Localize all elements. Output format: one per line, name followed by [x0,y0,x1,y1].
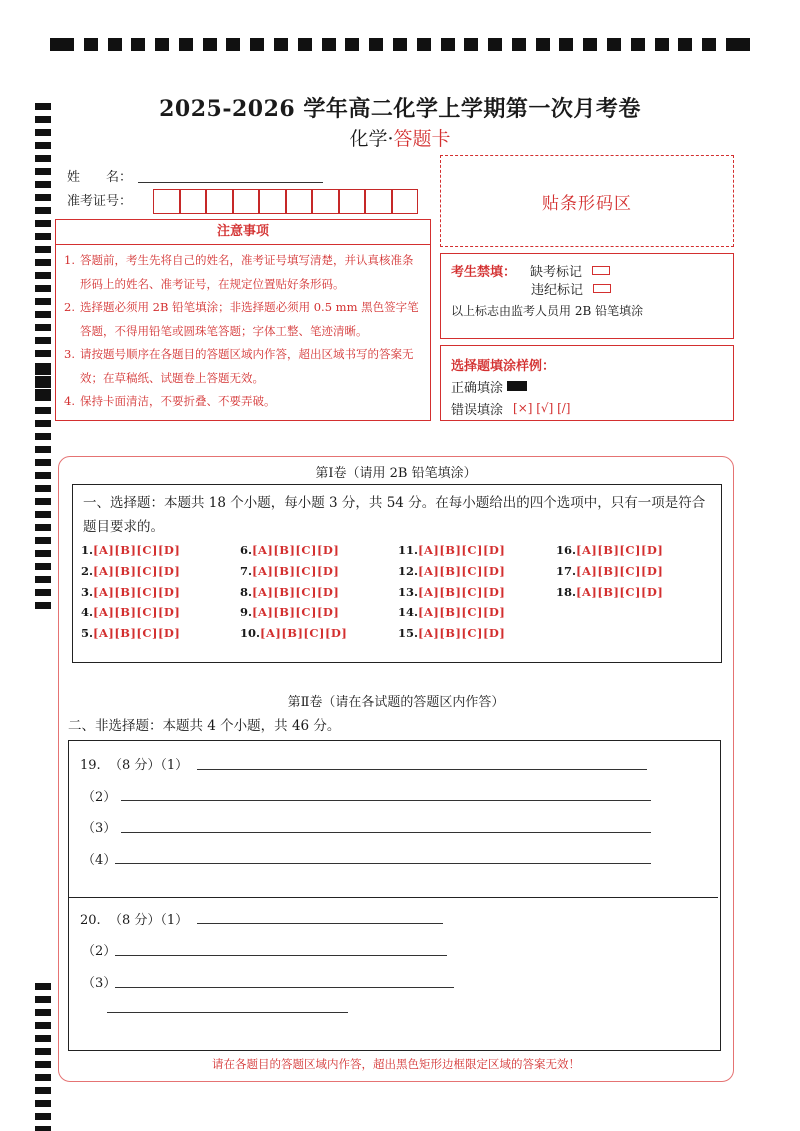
answer-bubbles[interactable]: [A][B][C][D] [252,585,340,599]
absent-label: 缺考标记 [530,264,583,280]
answer-bubbles[interactable]: [A][B][C][D] [93,585,181,599]
part2-heading: 第Ⅱ卷（请在各试题的答题区内作答） [287,695,505,710]
violation-mark-box[interactable] [593,284,611,293]
choice-question[interactable] [556,543,663,557]
q19-3-answer-line[interactable] [121,832,651,833]
violation-label: 违纪标记 [531,282,584,298]
question-number: 14. [398,605,419,619]
question-number: 13. [398,585,419,599]
choice-question[interactable] [240,585,339,599]
exam-id-cell[interactable] [392,189,419,214]
question-divider [68,897,718,898]
question-number: 17. [556,564,577,578]
name-label: 姓 名： [67,170,133,185]
notice-heading: 注意事项 [56,220,430,245]
question-number: 4. [81,605,94,619]
question-number: 8. [240,585,253,599]
barcode-area: 贴条形码区 [440,155,734,247]
exam-id-cell[interactable] [365,189,392,214]
choice-question[interactable] [240,626,347,640]
notice-item: 1. 答题前，考生先将自己的姓名，准考证号填写清楚，并认真核准条形码上的姓名、准考证号，在规定位置贴好条形码。 [64,253,414,291]
wrong-fill-label: 错误填涂 [451,402,504,418]
exam-title: 2025-2026 学年高二化学上学期第一次月考卷 [159,96,641,122]
q19-header: 19. （8 分）（1） [80,758,189,773]
choice-question[interactable] [240,543,339,557]
answer-bubbles[interactable]: [A][B][C][D] [418,585,506,599]
question-number: 6. [240,543,253,557]
q19-4-answer-line[interactable] [115,863,651,864]
q20-1-answer-line[interactable] [197,923,443,924]
choice-question[interactable] [81,626,180,640]
answer-bubbles[interactable]: [A][B][C][D] [93,543,181,557]
q20-part-label: （2） [82,944,117,959]
question-number: 18. [556,585,577,599]
correct-fill-sample [507,381,527,391]
subtitle-subject: 化学· [349,128,394,150]
question-number: 9. [240,605,253,619]
notice-item: 2. 选择题必须用 2B 铅笔填涂；非选择题必须用 0.5 mm 黑色签字笔答题，不得用铅笔或圆珠笔答题；字体工整、笔迹清晰。 [64,300,419,338]
q20-header: 20. （8 分）（1） [80,913,189,928]
answer-bubbles[interactable]: [A][B][C][D] [418,605,506,619]
exam-id-cell[interactable] [286,189,313,214]
exam-id-cell[interactable] [339,189,366,214]
question-number: 11. [398,543,419,557]
answer-bubbles[interactable]: [A][B][C][D] [93,626,181,640]
exam-id-label: 准考证号： [67,194,133,209]
absent-mark-box[interactable] [592,266,610,275]
answer-bubbles[interactable]: [A][B][C][D] [576,564,664,578]
q19-part-label: （4） [82,853,117,868]
name-field[interactable] [138,182,323,183]
timing-marks-left-middle [35,368,51,609]
exam-id-cell[interactable] [312,189,339,214]
choice-section [72,484,722,663]
sample-label: 选择题填涂样例： [451,358,556,374]
question-number: 2. [81,564,94,578]
answer-bubbles[interactable]: [A][B][C][D] [252,605,340,619]
part2-intro: 二、非选择题：本题共 4 个小题，共 46 分。 [68,718,341,734]
choice-question[interactable] [81,585,180,599]
fill-sample-box [440,345,734,421]
choice-question[interactable] [398,626,505,640]
question-number: 3. [81,585,94,599]
notice-item: 4. 保持卡面清洁，不要折叠、不要弄破。 [64,394,276,408]
timing-marks-top [50,38,750,51]
choice-question[interactable] [240,564,339,578]
answer-bubbles[interactable]: [A][B][C][D] [93,605,181,619]
q19-part-label: （2） [82,790,117,805]
question-number: 15. [398,626,419,640]
examinee-status-box [440,253,734,339]
exam-id-cell[interactable] [233,189,260,214]
correct-fill-label: 正确填涂 [451,380,504,396]
answer-bubbles[interactable]: [A][B][C][D] [252,543,340,557]
choice-question[interactable] [556,585,663,599]
question-number: 7. [240,564,253,578]
exam-id-cell[interactable] [206,189,233,214]
status-label: 考生禁填： [451,264,517,280]
notice-item: 3. 请按题号顺序在各题目的答题区域内作答，超出区域书写的答案无效；在草稿纸、试题卷上答题无效。 [64,347,414,385]
answer-bubbles[interactable]: [A][B][C][D] [260,626,348,640]
choice-intro: 一、选择题：本题共 18 个小题，每小题 3 分，共 54 分。在每小题给出的四个选项中，只有一项是符合题目要求的。 [83,495,706,535]
choice-question[interactable] [556,564,663,578]
exam-id-cell[interactable] [259,189,286,214]
choice-question[interactable] [398,564,505,578]
exam-id-cell[interactable] [180,189,207,214]
question-number: 12. [398,564,419,578]
q19-2-answer-line[interactable] [121,800,651,801]
question-number: 10. [240,626,261,640]
choice-question[interactable] [240,605,339,619]
answer-bubbles[interactable]: [A][B][C][D] [576,543,664,557]
notice-box [55,219,431,421]
answer-bubbles[interactable]: [A][B][C][D] [418,543,506,557]
exam-id-boxes[interactable] [153,189,418,214]
choice-question[interactable] [398,543,505,557]
exam-id-cell[interactable] [153,189,180,214]
question-number: 5. [81,626,94,640]
choice-question[interactable] [398,605,505,619]
answer-bubbles[interactable]: [A][B][C][D] [418,626,506,640]
part1-heading: 第Ⅰ卷（请用 2B 铅笔填涂） [315,466,477,481]
exam-subtitle [0,124,800,151]
choice-question[interactable] [81,605,180,619]
answer-bubbles[interactable]: [A][B][C][D] [576,585,664,599]
question-number: 16. [556,543,577,557]
q20-extra-answer-line[interactable] [107,1012,348,1013]
q20-3-answer-line[interactable] [115,987,454,988]
subtitle-answer-card: 答题卡 [393,128,451,150]
q20-part-label: （3） [82,976,117,991]
answer-bubbles[interactable]: [A][B][C][D] [252,564,340,578]
answer-bubbles[interactable]: [A][B][C][D] [93,564,181,578]
choice-question[interactable] [398,585,505,599]
wrong-fill-samples: [×] [√] [/] [513,401,571,415]
status-note: 以上标志由监考人员用 2B 铅笔填涂 [451,303,644,318]
answer-bubbles[interactable]: [A][B][C][D] [418,564,506,578]
question-number: 1. [81,543,94,557]
choice-question[interactable] [81,543,180,557]
footer-warning: 请在各题目的答题区域内作答，超出黑色矩形边框限定区域的答案无效！ [212,1057,580,1071]
q20-2-answer-line[interactable] [115,955,447,956]
q19-part-label: （3） [82,821,117,836]
timing-marks-left-bottom [35,983,51,1131]
q19-1-answer-line[interactable] [197,769,647,770]
free-response-area [68,740,721,1051]
choice-question[interactable] [81,564,180,578]
